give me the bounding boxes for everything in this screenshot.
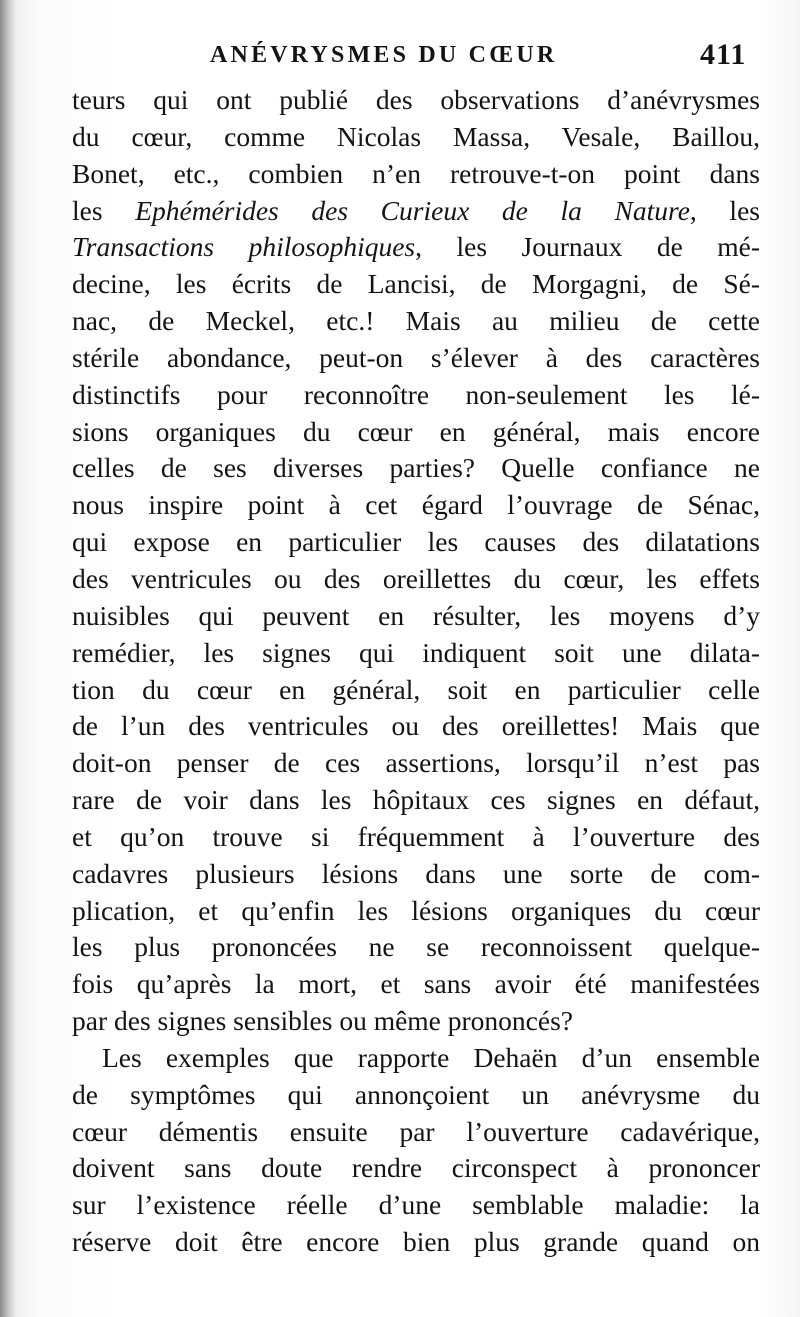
text-line: Les exemples que rapporte Dehaën d’un ensemble xyxy=(102,1041,760,1073)
page-number: 411 xyxy=(700,38,747,71)
text-line: sur l’existence réelle d’une semblable maladie: la xyxy=(72,1189,760,1221)
text-line: cœur démentis ensuite par l’ouverture cadavérique, xyxy=(72,1115,760,1147)
text-line: de l’un des ventricules ou des oreillettes! Mais que xyxy=(72,710,760,742)
page-header xyxy=(0,38,800,82)
text-line: nous inspire point à cet égard l’ouvrage de Sénac, xyxy=(72,489,760,521)
italic-title: Ephémérides des Curieux de la Nature xyxy=(135,194,690,226)
text-line: remédier, les signes qui indiquent soit une dilata- xyxy=(72,636,760,668)
text-line-italic-ephemerides: les Ephémérides des Curieux de la Nature, les xyxy=(72,194,760,226)
text-line: Bonet, etc., combien n’en retrouve-t-on point dans xyxy=(72,157,760,189)
running-title: ANÉVRYSMES DU CŒUR xyxy=(210,42,558,68)
italic-title: Transactions philosophiques xyxy=(72,231,416,263)
text-line: nac, de Meckel, etc.! Mais au milieu de cette xyxy=(72,305,760,337)
text-line: du cœur, comme Nicolas Massa, Vesale, Baillou, xyxy=(72,120,760,152)
text-line: distinctifs pour reconnoître non-seulement les lé- xyxy=(72,378,760,410)
text-line: par des signes sensibles ou même prononcés? xyxy=(72,1005,573,1037)
text-line: doivent sans doute rendre circonspect à prononcer xyxy=(72,1152,760,1184)
text-line: et qu’on trouve si fréquemment à l’ouverture des xyxy=(72,820,760,852)
text-line: qui expose en particulier les causes des dilatations xyxy=(72,526,760,558)
text-line: nuisibles qui peuvent en résulter, les moyens d’y xyxy=(72,599,760,631)
text-line: decine, les écrits de Lancisi, de Morgagni, de Sé- xyxy=(72,268,760,300)
text-line: doit-on penser de ces assertions, lorsqu’il n’est pas xyxy=(72,747,760,779)
text-line: réserve doit être encore bien plus grande quand on xyxy=(72,1226,760,1258)
text-line: rare de voir dans les hôpitaux ces signes en défaut, xyxy=(72,784,760,816)
spine-shadow xyxy=(0,0,16,1317)
text-line: cadavres plusieurs lésions dans une sorte de com- xyxy=(72,857,760,889)
text-line-italic-transactions: Transactions philosophiques, les Journaux de mé- xyxy=(72,231,760,263)
text-line: sions organiques du cœur en général, mais encore xyxy=(72,415,760,447)
text-line: fois qu’après la mort, et sans avoir été manifestées xyxy=(72,968,760,1000)
text-line: stérile abondance, peut-on s’élever à des caractères xyxy=(72,341,760,373)
text-line: plication, et qu’enfin les lésions organiques du cœur xyxy=(72,894,760,926)
text-line: de symptômes qui annonçoient un anévrysme du xyxy=(72,1078,760,1110)
text-line: tion du cœur en général, soit en particulier celle xyxy=(72,673,760,705)
text-line: des ventricules ou des oreillettes du cœur, les effets xyxy=(72,562,760,594)
text-line: teurs qui ont publié des observations d’anévrysmes xyxy=(72,84,760,115)
body-text xyxy=(72,82,760,1261)
text-line: celles de ses diverses parties? Quelle confiance ne xyxy=(72,452,760,484)
text-line: les plus prononcées ne se reconnoissent quelque- xyxy=(72,931,760,963)
